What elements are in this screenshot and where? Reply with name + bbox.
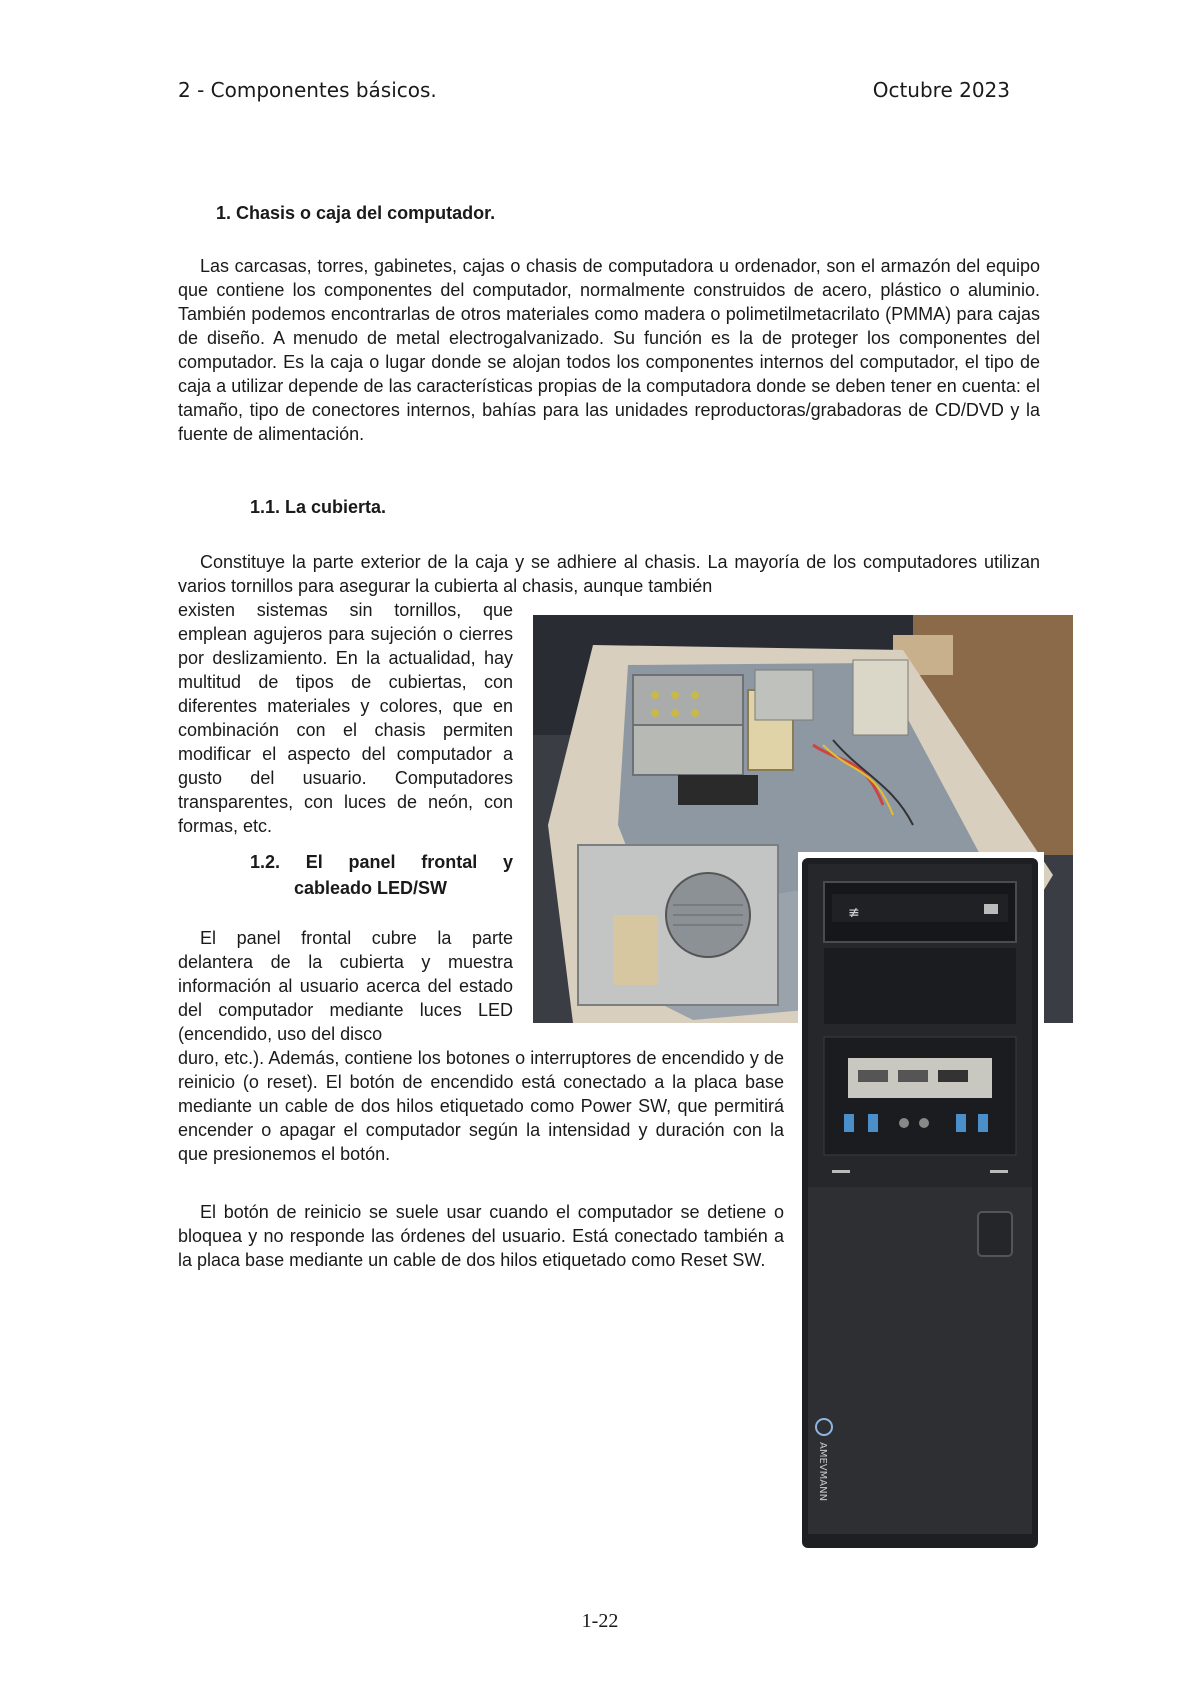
running-header-date: Octubre 2023 (872, 78, 1010, 102)
running-header-title: 2 - Componentes básicos. (178, 78, 437, 102)
section-heading-1-2 (250, 849, 513, 901)
section-1-1-paragraph-full: Constituye la parte exterior de la caja y se adhiere al chasis. La mayoría de los computadores utilizan varios tornillos para asegurar la cubierta al chasis, aunque también (178, 552, 1040, 596)
section-1-2-paragraph-narrow: El panel frontal cubre la parte delantera de la cubierta y muestra información al usuario acerca del estado del computador mediante luces LED (encendido, uso del disco (178, 928, 513, 1044)
tower-front-photo (798, 852, 1044, 1552)
section-heading-1-1: 1.1. La cubierta. (250, 497, 387, 517)
section-1-2-paragraph-wide: duro, etc.). Además, contiene los botones o interruptores de encendido y de reinicio (o reset). El botón de encendido está conectado a la placa base mediante un cable de dos hilos etiquetado como Power SW, que permitirá encender o apagar el computador según la intensidad y duración con la que presionemos el botón. (178, 1048, 784, 1164)
section-heading-1: 1. Chasis o caja del computador. (216, 203, 496, 223)
heading-word: El (305, 852, 323, 872)
svg-text:≢: ≢ (848, 905, 860, 921)
section-heading-1-2-line1 (250, 849, 513, 875)
heading-number: 1.2. (250, 852, 281, 872)
section-1-1-paragraph-wrapped: existen sistemas sin tornillos, que emplean agujeros para sujeción o cierres por deslizamiento. En la actualidad, hay multitud de tipos de cubiertas, con diferentes materiales y colores, que en combinación con el chasis permiten modificar el aspecto del computador a gusto del usuario. Computadores transparentes, con luces de neón, con formas, etc. (178, 600, 513, 836)
section-1-2-paragraph-2: El botón de reinicio se suele usar cuando el computador se detiene o bloquea y no responde las órdenes del usuario. Está conectado también a la placa base mediante un cable de dos hilos etiquetado como Reset SW. (178, 1202, 784, 1270)
section-1-paragraph: Las carcasas, torres, gabinetes, cajas o chasis de computadora u ordenador, son el armazón del equipo que contiene los componentes del computador, normalmente construidos de acero, plástico o aluminio. También podemos encontrarlas de otros materiales como madera o polimetilmetacrilato (PMMA) para cajas de diseño. A menudo de metal electrogalvanizado. Su función es la de proteger los componentes del computador. Es la caja o lugar donde se alojan todos los componentes internos del computador, el tipo de caja a utilizar depende de las características propias de la computadora donde se deben tener en cuenta: el tamaño, tipo de conectores internos, bahías para las unidades reproductoras/grabadoras de CD/DVD y la fuente de alimentación. (178, 256, 1040, 444)
section-heading-1-2-line2: cableado LED/SW (294, 878, 448, 898)
heading-word: panel (348, 852, 396, 872)
tower-brand-text: AMEVMANN (817, 1442, 828, 1502)
heading-word: frontal (421, 852, 478, 872)
heading-word: y (502, 852, 513, 872)
page-number: 1-22 (581, 1610, 619, 1632)
